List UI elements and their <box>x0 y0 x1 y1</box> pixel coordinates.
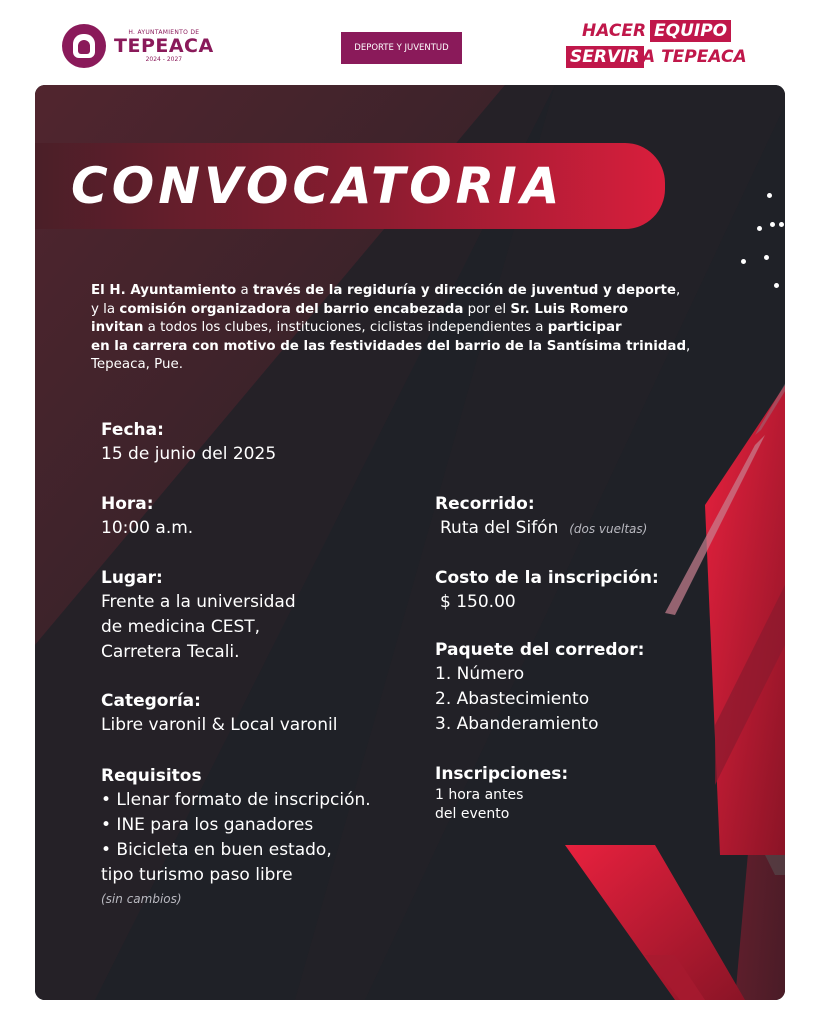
decor-dot <box>767 193 772 198</box>
tepeaca-crest-icon <box>62 24 106 68</box>
intro-bold: invitan <box>91 320 144 335</box>
requisitos-label: Requisitos <box>101 766 202 786</box>
intro-text: , <box>675 283 681 298</box>
inscripciones-line: del evento <box>435 806 510 822</box>
intro-bold: El H. Ayuntamiento <box>91 283 237 298</box>
slogan-equipo: EQUIPO <box>650 20 731 42</box>
logo-text <box>114 29 214 63</box>
hora-label: Hora: <box>101 494 154 514</box>
intro-text: Tepeaca, Pue. <box>91 357 183 372</box>
intro-paragraph <box>91 282 741 375</box>
intro-text: a todos los clubes, instituciones, ciclistas independientes a <box>143 320 548 335</box>
hora-value: 10:00 a.m. <box>101 518 194 538</box>
fecha-label: Fecha: <box>101 420 164 440</box>
recorrido-value-row <box>435 516 647 542</box>
title-banner <box>35 143 665 229</box>
inscripciones-label: Inscripciones: <box>435 764 569 784</box>
intro-text: y la <box>91 301 120 317</box>
intro-bold: través de la regiduría y dirección de juventud y deporte <box>252 283 676 298</box>
intro-bold: participar <box>547 320 622 335</box>
decor-dot <box>779 222 784 227</box>
recorrido-value: Ruta del Sifón <box>440 518 559 538</box>
costo-value: $ 150.00 <box>440 592 516 612</box>
department-badge: DEPORTE Y JUVENTUD <box>341 32 462 64</box>
intro-bold: comisión organizadora del barrio encabezada <box>119 301 464 317</box>
requisito-item: • Bicicleta en buen estado, <box>101 840 332 860</box>
intro-text: a <box>236 283 253 298</box>
lugar-section <box>101 566 296 665</box>
page-header <box>0 0 819 84</box>
inscripciones-line: 1 hora antes <box>435 787 524 803</box>
requisito-item: tipo turismo paso libre <box>101 865 293 885</box>
logo-years: 2024 - 2027 <box>145 56 183 63</box>
intro-bold: Sr. Luis Romero <box>510 301 629 317</box>
decor-dot <box>757 226 762 231</box>
lugar-label: Lugar: <box>101 568 163 588</box>
intro-text: por el <box>463 301 511 317</box>
recorrido-section <box>435 492 647 542</box>
slogan-servir: SERVIR <box>566 46 644 68</box>
slogan-tepeaca: A TEPEACA <box>642 47 747 67</box>
categoria-label: Categoría: <box>101 691 201 711</box>
requisitos-section <box>101 764 371 907</box>
page-title: CONVOCATORIA <box>71 157 564 215</box>
costo-label: Costo de la inscripción: <box>435 568 659 588</box>
hora-section <box>101 492 193 541</box>
paquete-section <box>435 638 644 737</box>
decor-dot <box>741 259 746 264</box>
decor-dot <box>774 283 779 288</box>
logo-name: TEPEACA <box>114 35 214 57</box>
intro-bold: en la carrera con motivo de las festividades del barrio de la Santísima trinidad <box>91 338 687 354</box>
paquete-item: 1. Número <box>435 664 525 684</box>
requisito-item: • Llenar formato de inscripción. <box>101 790 371 810</box>
decor-dot <box>764 255 769 260</box>
decor-dot <box>770 222 775 227</box>
paquete-label: Paquete del corredor: <box>435 640 645 660</box>
categoria-value: Libre varonil & Local varonil <box>101 715 338 735</box>
logo-sup: H. AYUNTAMIENTO DE <box>128 29 200 36</box>
recorrido-label: Recorrido: <box>435 494 535 514</box>
lugar-line: Frente a la universidad <box>101 592 296 612</box>
fecha-value: 15 de junio del 2025 <box>101 444 277 464</box>
municipality-logo <box>62 24 214 68</box>
recorrido-note: (dos vueltas) <box>569 522 648 536</box>
slogan-hacer: HACER <box>582 21 647 41</box>
paquete-item: 3. Abanderamiento <box>435 714 599 734</box>
lugar-line: Carretera Tecali. <box>101 642 240 662</box>
requisitos-note: (sin cambios) <box>101 892 182 906</box>
categoria-section <box>101 689 337 738</box>
intro-text: , <box>686 338 691 354</box>
fecha-section <box>101 418 276 467</box>
paquete-item: 2. Abastecimiento <box>435 689 590 709</box>
costo-section <box>435 566 659 615</box>
lugar-line: de medicina CEST, <box>101 617 261 637</box>
inscripciones-section <box>435 762 568 824</box>
requisito-item: • INE para los ganadores <box>101 815 314 835</box>
poster-card <box>35 85 785 1000</box>
slogan-logo <box>562 20 747 72</box>
